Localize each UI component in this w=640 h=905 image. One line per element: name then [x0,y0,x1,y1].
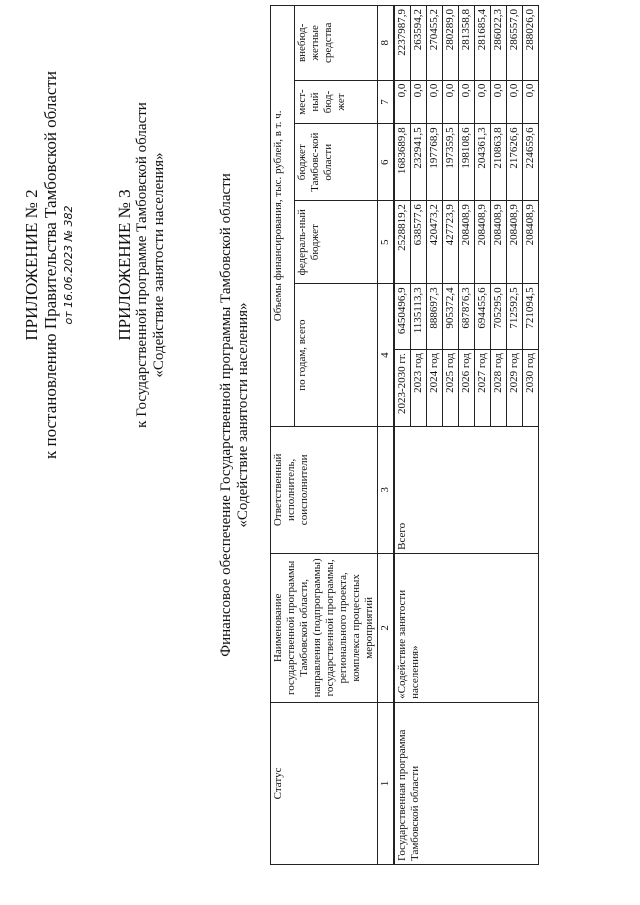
local-cell: 0,0 [459,80,475,124]
year-cell: 2029 год [507,350,523,427]
appendix-3-line1: к Государственной программе Тамбовской области [134,102,150,428]
col-number: 1 [378,702,395,864]
status-cell: Государственная программа Тамбовской области [394,702,539,864]
year-cell: 2025 год [443,350,459,427]
total-cell: 721094,5 [523,284,539,350]
local-cell: 0,0 [443,80,459,124]
regional-cell: 204361,3 [475,124,491,201]
header-federal: федераль-ный бюджет [295,201,378,284]
col-number: 2 [378,553,395,702]
extra-cell: 281358,8 [459,6,475,81]
federal-cell: 208408,9 [523,201,539,284]
total-cell: 6450496,9 [394,284,411,350]
local-cell: 0,0 [394,80,411,124]
total-cell: 1135113,3 [411,284,427,350]
year-cell: 2028 год [491,350,507,427]
year-cell: 2026 год [459,350,475,427]
header-executor: Ответственный исполнитель, соисполнители [271,426,378,553]
federal-cell: 208408,9 [491,201,507,284]
total-cell: 888697,3 [427,284,443,350]
header-status: Статус [271,702,378,864]
document-title-line2: «Содействие занятости населения» [235,302,251,528]
col-number: 6 [378,124,395,201]
column-number-row [378,6,395,865]
appendix-2-block [22,5,75,525]
local-cell: 0,0 [491,80,507,124]
federal-cell: 208408,9 [459,201,475,284]
handwritten-date-number: от 16.06.2023 № 382 [62,205,75,325]
appendix-3-line2: «Содействие занятости населения» [151,152,167,378]
local-cell: 0,0 [411,80,427,124]
col-number: 7 [378,80,395,124]
program-name-cell: «Содействие занятости населения» [394,553,539,702]
header-by-year: по годам, всего [295,284,378,426]
regional-cell: 198108,6 [459,124,475,201]
header-name: Наименование государственной программы Тамбовской области, направления (подпрограммы) государственной программы, регионального проекта, комплекса процессных мероприятий [271,553,378,702]
extra-cell: 286557,0 [507,6,523,81]
local-cell: 0,0 [475,80,491,124]
regional-cell: 197359,5 [443,124,459,201]
document-title-line1: Финансовое обеспечение Государственной программы Тамбовской области [218,173,234,657]
col-number: 4 [378,284,395,426]
year-cell: 2023-2030 гг. [394,350,411,427]
appendix-3-block [115,5,168,525]
total-cell: 712592,5 [507,284,523,350]
federal-cell: 420473,2 [427,201,443,284]
header-local: мест-ный бюд-жет [295,80,378,124]
col-number: 8 [378,6,395,81]
local-cell: 0,0 [507,80,523,124]
extra-cell: 281685,4 [475,6,491,81]
header-regional: бюджет Тамбовс-кой области [295,124,378,201]
regional-cell: 224659,6 [523,124,539,201]
appendix-2-title: ПРИЛОЖЕНИЕ № 2 [22,189,41,341]
col-number: 5 [378,201,395,284]
extra-cell: 263594,2 [411,6,427,81]
federal-cell: 427723,9 [443,201,459,284]
extra-cell: 280289,0 [443,6,459,81]
total-cell: 705295,0 [491,284,507,350]
regional-cell: 210863,8 [491,124,507,201]
table-row [394,6,411,865]
appendix-3-title: ПРИЛОЖЕНИЕ № 3 [115,189,134,341]
extra-cell: 288026,0 [523,6,539,81]
regional-cell: 1683689,8 [394,124,411,201]
year-cell: 2023 год [411,350,427,427]
total-cell: 694455,6 [475,284,491,350]
total-cell: 905372,4 [443,284,459,350]
appendix-2-subtitle: к постановлению Правительства Тамбовской области [41,70,60,460]
year-cell: 2024 год [427,350,443,427]
regional-cell: 217626,6 [507,124,523,201]
extra-cell: 2237987,9 [394,6,411,81]
executor-cell: Всего [394,426,539,553]
local-cell: 0,0 [523,80,539,124]
federal-cell: 638577,6 [411,201,427,284]
extra-cell: 286022,3 [491,6,507,81]
local-cell: 0,0 [427,80,443,124]
total-cell: 687876,3 [459,284,475,350]
header-volumes: Объемы финансирования, тыс. рублей, в т. ч. [271,6,295,427]
federal-cell: 2528819,2 [394,201,411,284]
regional-cell: 197768,9 [427,124,443,201]
document-title [218,105,252,725]
col-number: 3 [378,426,395,553]
regional-cell: 232941,5 [411,124,427,201]
financing-table [270,5,539,865]
extra-cell: 270455,2 [427,6,443,81]
federal-cell: 208408,9 [507,201,523,284]
header-extra: внебюд-жетные средства [295,6,378,81]
year-cell: 2030 год [523,350,539,427]
year-cell: 2027 год [475,350,491,427]
federal-cell: 208408,9 [475,201,491,284]
